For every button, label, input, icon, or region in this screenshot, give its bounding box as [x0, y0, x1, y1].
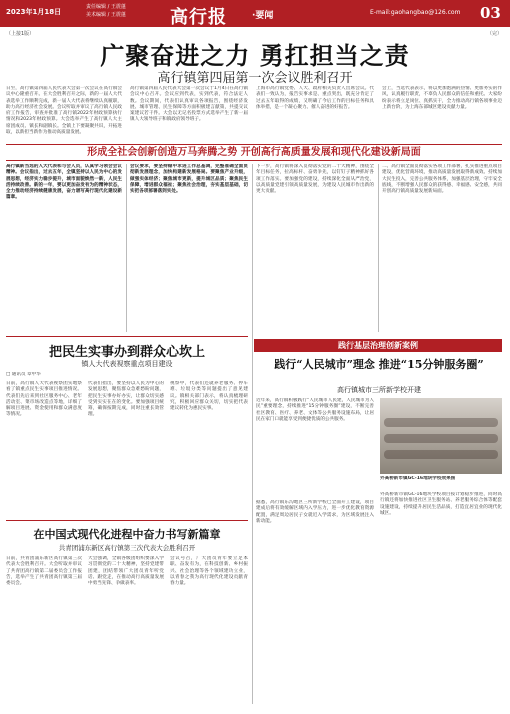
story-column: 据悉，高行镇东沟地区三所新学校已全面开工建设，项目建成后将有效缓解区域内入学压力，进一步优化教育资源配置，满足周边居民子女就近入学需求，为区域发展注入新动能。: [256, 500, 374, 524]
section-rule: [6, 336, 248, 337]
newspaper-title: 高行报: [170, 7, 227, 28]
story-column: 近年来，高行镇积极践行“人民城市人民建，人民城市为人民”重要理念，持续推进“15分钟服务圈”建设，不断完善社区教育、医疗、养老、文体等公共服务设施布局，让居民在家门口就能享受到便捷优质的公共服务。: [256, 398, 374, 422]
story-subhead: 镇人大代表视察重点项目建设: [81, 360, 173, 368]
photo-detail: [384, 418, 498, 427]
story-subhead: 共青团浦东新区高行镇第三次代表大会胜利召开: [58, 544, 196, 552]
column-divider: [126, 164, 127, 332]
continuation-tag: （上接1版）: [6, 31, 35, 37]
end-tag: （完）: [486, 31, 502, 37]
byline: □ 通讯员 章中华: [6, 372, 41, 377]
contact-email: E-mail:gaohangbao@126.com: [370, 9, 461, 16]
lead-subhead: 高行镇第四届第一次会议胜利召开: [157, 71, 353, 86]
story-column: 日前，高行镇人大代表视察团实地察看了镇重点民生实事项目推进情况。代表们先后来到社区服务中心、老年活动室、菜市场改造点等地，详细了解项目进展、资金使用和群众满意度等情况。: [6, 381, 82, 418]
editor-line: 责任编辑 / 王震蓬: [86, 4, 126, 10]
story-subhead: 高行镇城市三所新学校开建: [337, 386, 421, 394]
page-number: 03: [480, 4, 501, 22]
column-divider: [378, 164, 379, 332]
art-editor-line: 美术编辑 / 王震蓬: [86, 12, 126, 18]
section-badge: 践行基层治理创新案例: [254, 339, 502, 352]
story-headline: 践行“人民城市”理念 推进“15分钟服务圈”: [274, 358, 484, 371]
section-rule: [6, 520, 248, 521]
story-column: 代表们指出，要坚持以人民为中心的发展思想，聚焦群众急难愁盼问题，把民生实事办好办实，让群众切实感受到实实在在的变化。要加强项目统筹，确保按期完成，同时注重长效管理。: [88, 381, 164, 418]
story-column: 大会强调，全镇各级团组织要深入学习贯彻党的二十大精神，坚持党建带团建，团结带领广大团员青年听党话、跟党走，在推动高行高质量发展中勇当先锋、争做表率。: [88, 556, 164, 587]
school-photo: [380, 398, 502, 474]
lead-column: 上海市高行镇党委、人大、政府相关负责人出席会议。代表们一致认为，报告实事求是、重点突出，既充分肯定了过去五年取得的成绩，又明确了今后工作的目标任务和具体举措，是一个凝心聚力、催人奋进的好报告。: [256, 86, 374, 110]
story-column: 视察中，代表们还就养老服务、停车难、垃圾分类等问题提出了意见建议。镇相关部门表示，将认真梳理研究，积极回应群众关切，切实把代表建议转化为惠民实事。: [170, 381, 248, 412]
issue-date: 2023年1月18日: [6, 8, 62, 16]
photo-caption: 外高桥新市镇GC-16地块学校效果图: [380, 476, 456, 481]
lead-column: 高行镇第四届人民代表大会第一次会议于1月4日在高行镇会议中心召开。会议应到代表，实到代表，符合法定人数。会议期间，代表们认真审议各项报告，围绕经济发展、城市管理、民生保障等方面积极建言献策，共提交议案建议若干件。大会以无记名投票方式选举产生了新一届镇人大领导班子和镇政府领导班子。: [130, 86, 248, 123]
section-label: ·要闻: [252, 11, 274, 21]
feature-column: 会议要求，要坚持稳中求进工作总基调，完整准确全面贯彻新发展理念，加快构建新发展格局。要聚焦产业升级，做强实体经济；聚焦城市更新，提升城区品质；聚焦民生保障，增进群众福祉；聚焦社会治理，夯实基层基础，切实把各项部署落到实处。: [130, 164, 248, 195]
lead-headline: 广聚奋进之力 勇扛担当之责: [100, 41, 410, 70]
photo-detail: [384, 434, 498, 443]
feature-column: 高行镇新当选的人大代表和与会人员，认真学习领会会议精神。会议指出，过去五年，全镇坚持以人民为中心的发展思想，经济实力稳步提升，城市面貌焕然一新，人民生活持续改善。新的一年，要以更加奋发有为的精神状态，全力推动经济持续健康发展，奋力谱写高行现代化建设新篇章。: [6, 164, 122, 201]
feature-column: 下一步，高行镇将深入贯彻落实党的二十大精神，围绕全年目标任务，拉高标杆、奋勇争先，以钉钉子精神抓好各项工作落实。要加强党的建设，持续深化全面从严治党，以高质量党建引领高质量发展，为建设人民城市作出新的更大贡献。: [256, 164, 374, 195]
lead-column: 日至，高行镇第四届人民代表大会第一次会议在高行镇会议中心隆重召开。在大会胜利召开之际，新的一届人大代表选举工作顺利完成，新一届人大代表将继续认真履职，助力高行经济社会发展。会议听取并审议了高行镇人民政府工作报告，审查并批准了高行镇2022年财政预算执行情况和2023年财政预算。大会选举产生了高行镇人大主席团成员、镇长和副镇长。全镇上下要凝聚共识，开拓进取，以新担当新作为推动高质量发展。: [6, 86, 122, 136]
lead-column: 会上，当选代表表示，将以更加饱满的热情、更加务实的作风，认真履行职责，不辜负人民群众的信任和重托。大家纷纷表示将立足岗位、真抓实干，全力推动高行镇各项事业迈上新台阶，为上海东部城区建设贡献力量。: [382, 86, 502, 110]
story-headline: 把民生实事办到群众心坎上: [48, 345, 205, 360]
story-column: 日前，共青团浦东新区高行镇第三次代表大会胜利召开。大会听取并审议了共青团高行镇第二届委员会工作报告，选举产生了共青团高行镇第三届委员会。: [6, 556, 82, 587]
story-column: 外高桥新市镇GC-16地块学校项目按计划稳步推进，同时高行镇还将加快推进社区卫生服务站、养老服务综合体等配套设施建设，持续提升居民生活品质，打造宜居宜业的现代化城区。: [380, 492, 502, 516]
feature-column: 二、高行镇全面贯彻落实各项工作部署，扎实推进重点项目建设，优化营商环境，推动高质量发展取得新成效。持续加大民生投入，完善公共服务体系，加强基层治理，守牢安全底线，不断增强人民群众的获得感、幸福感、安全感，共同开创高行镇高质量发展新局面。: [382, 164, 502, 195]
feature-banner: 形成全社会创新创造万马奔腾之势 开创高行高质量发展和现代化建设新局面: [6, 144, 502, 161]
column-divider: [252, 164, 253, 704]
photo-detail: [384, 450, 498, 459]
story-column: 会议号召，广大团员青年要立足本职、奋发有为，在科技创新、乡村振兴、社会治理等各个领域建功立业，以青春之我为高行现代化建设贡献青春力量。: [170, 556, 248, 587]
editors-credit: [86, 3, 126, 19]
story-headline: 在中国式现代化进程中奋力书写新篇章: [33, 528, 221, 541]
